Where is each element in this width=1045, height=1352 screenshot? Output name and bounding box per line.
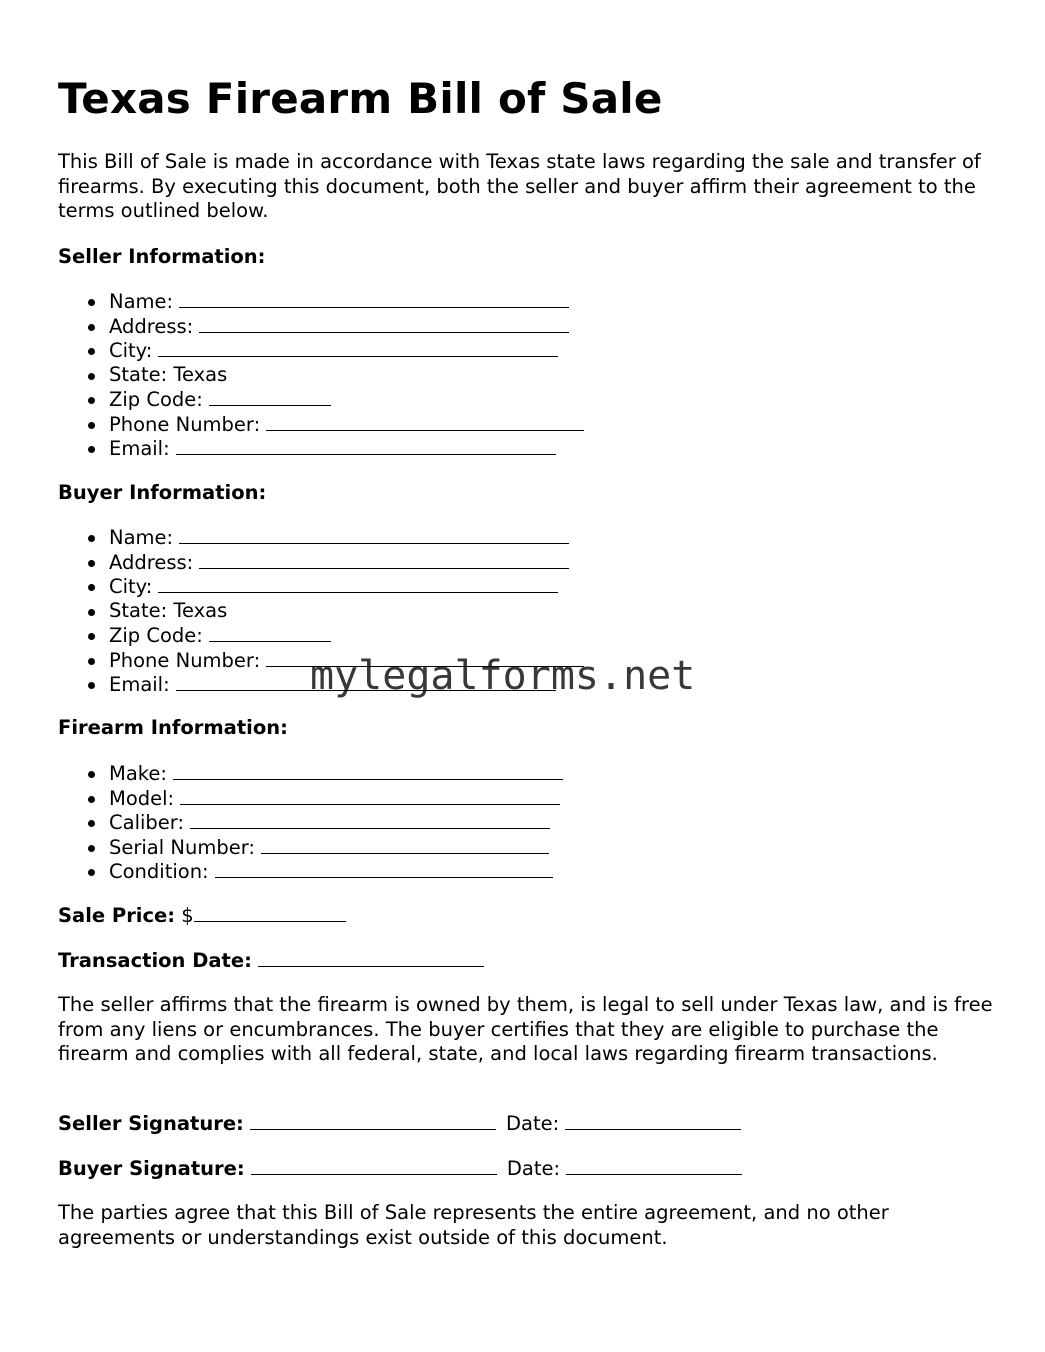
sale-price-row bbox=[58, 903, 346, 928]
firearm-info-heading: Firearm Information: bbox=[58, 716, 288, 739]
blank-line[interactable] bbox=[173, 761, 563, 780]
buyer-info-heading: Buyer Information: bbox=[58, 481, 267, 504]
buyer-date-label: Date: bbox=[506, 1157, 561, 1180]
sale-price-blank[interactable] bbox=[194, 903, 346, 922]
blank-line[interactable] bbox=[215, 859, 553, 878]
firearm-serial-field bbox=[58, 835, 563, 860]
transaction-date-blank[interactable] bbox=[258, 948, 484, 967]
seller-signature-row bbox=[58, 1111, 741, 1136]
seller-signature-blank[interactable] bbox=[250, 1111, 496, 1130]
seller-signature-label: Seller Signature: bbox=[58, 1112, 244, 1135]
sale-price-label: Sale Price: bbox=[58, 904, 176, 927]
field-label: Name: bbox=[109, 290, 174, 313]
transaction-date-label: Transaction Date: bbox=[58, 949, 252, 972]
buyer-address-field bbox=[58, 550, 584, 575]
field-label: Email: bbox=[109, 437, 170, 460]
seller-state-field bbox=[58, 363, 584, 388]
seller-phone-field bbox=[58, 412, 584, 437]
field-label: Model: bbox=[109, 786, 175, 810]
field-label: Zip Code: bbox=[109, 624, 203, 647]
firearm-caliber-field bbox=[58, 810, 563, 835]
seller-info-list bbox=[58, 289, 584, 461]
watermark: mylegalforms.net bbox=[310, 653, 696, 699]
seller-date-blank[interactable] bbox=[565, 1111, 741, 1130]
seller-info-heading: Seller Information: bbox=[58, 245, 266, 268]
seller-name-field bbox=[58, 289, 584, 314]
field-label: Serial Number: bbox=[109, 835, 255, 859]
blank-line[interactable] bbox=[179, 525, 569, 544]
buyer-state-field bbox=[58, 599, 584, 624]
seller-city-field bbox=[58, 338, 584, 363]
transaction-date-row bbox=[58, 948, 484, 973]
blank-line[interactable] bbox=[199, 550, 569, 569]
buyer-date-blank[interactable] bbox=[566, 1156, 742, 1175]
buyer-city-field bbox=[58, 574, 584, 599]
field-label: City: bbox=[109, 339, 153, 362]
field-label: Email: bbox=[109, 673, 170, 696]
blank-line[interactable] bbox=[199, 314, 569, 333]
blank-line[interactable] bbox=[158, 338, 558, 357]
field-label: Zip Code: bbox=[109, 388, 203, 411]
document-title: Texas Firearm Bill of Sale bbox=[58, 74, 663, 123]
buyer-signature-label: Buyer Signature: bbox=[58, 1157, 245, 1180]
field-label: Phone Number: bbox=[109, 412, 261, 436]
blank-line[interactable] bbox=[190, 810, 550, 829]
seller-address-field bbox=[58, 314, 584, 339]
field-label: State: Texas bbox=[109, 598, 228, 622]
currency-symbol: $ bbox=[181, 904, 194, 927]
blank-line[interactable] bbox=[179, 289, 569, 308]
buyer-name-field bbox=[58, 525, 584, 550]
blank-line[interactable] bbox=[209, 387, 331, 406]
field-label: Name: bbox=[109, 526, 174, 549]
firearm-make-field bbox=[58, 761, 563, 786]
seller-date-label: Date: bbox=[506, 1112, 560, 1135]
blank-line[interactable] bbox=[209, 623, 331, 642]
field-label: Make: bbox=[109, 762, 167, 785]
seller-zip-field bbox=[58, 387, 584, 412]
blank-line[interactable] bbox=[176, 436, 556, 455]
field-label: Caliber: bbox=[109, 811, 185, 834]
blank-line[interactable] bbox=[261, 835, 549, 854]
field-label: Address: bbox=[109, 314, 194, 338]
buyer-zip-field bbox=[58, 623, 584, 648]
affirmation-paragraph: The seller affirms that the firearm is owned by them, is legal to sell under Texas law, and is free from any liens or encumbrances. The buyer certifies that they are eligible to purchase the firearm and complies with all federal, state, and local laws regarding firearm transactions. bbox=[58, 993, 993, 1066]
field-label: State: Texas bbox=[109, 362, 228, 386]
field-label: City: bbox=[109, 575, 153, 598]
intro-paragraph: This Bill of Sale is made in accordance with Texas state laws regarding the sale and transfer of firearms. By executing this document, both the seller and buyer affirm their agreement to the terms outlined below. bbox=[58, 150, 981, 223]
closing-paragraph: The parties agree that this Bill of Sale represents the entire agreement, and no other agreements or understandings exist outside of this document. bbox=[58, 1201, 889, 1249]
firearm-condition-field bbox=[58, 859, 563, 884]
blank-line[interactable] bbox=[266, 412, 584, 431]
firearm-model-field bbox=[58, 786, 563, 811]
blank-line[interactable] bbox=[158, 574, 558, 593]
firearm-info-list bbox=[58, 761, 563, 884]
field-label: Condition: bbox=[109, 860, 209, 883]
blank-line[interactable] bbox=[180, 786, 560, 805]
seller-email-field bbox=[58, 436, 584, 461]
field-label: Phone Number: bbox=[109, 648, 261, 672]
buyer-signature-row bbox=[58, 1156, 742, 1181]
field-label: Address: bbox=[109, 550, 194, 574]
buyer-signature-blank[interactable] bbox=[251, 1156, 497, 1175]
